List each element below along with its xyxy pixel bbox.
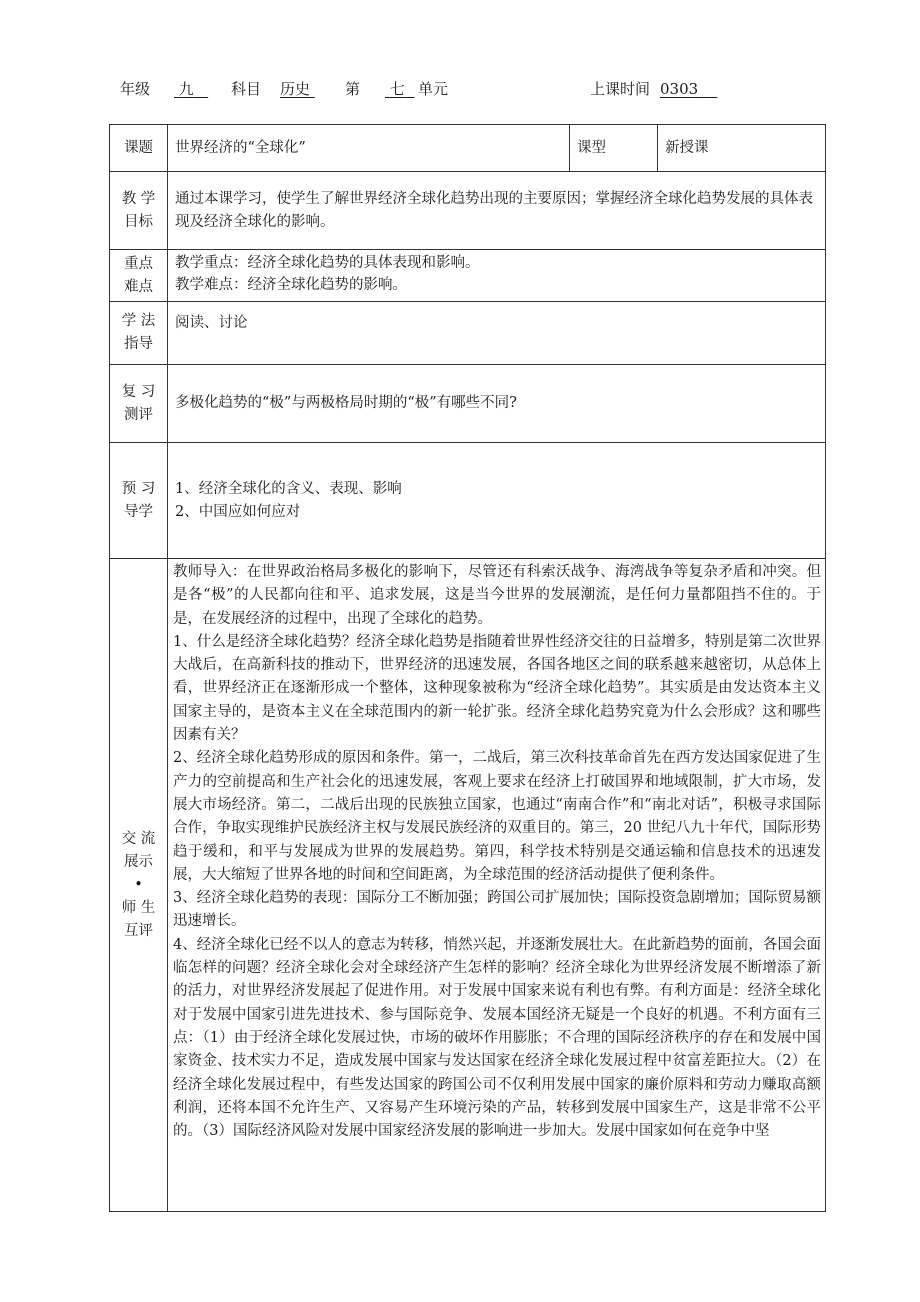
row-exchange: [110, 559, 826, 1212]
paragraph-intro: 教师导入：在世界政治格局多极化的影响下，尽管还有科索沃战争、海湾战争等复杂矛盾和冲突。但是各“极”的人民都向往和平、追求发展，这是当今世界的发展潮流，是任何力量都阻挡不住的。于是，在发展经济的过程中，出现了全球化的趋势。: [173, 564, 821, 627]
paragraph-manifestations: 3、经济全球化趋势的表现：国际分工不断加强；跨国公司扩展加快；国际投资急剧增加；国际贸易额迅速增长。: [173, 890, 821, 930]
topic-label: 课题: [110, 125, 168, 172]
paragraph-definition: 1、什么是经济全球化趋势？经济全球化趋势是指随着世界性经济交往的日益增多，特别是第二次世界大战后，在高新科技的推动下，世界经济的迅速发展，各国各地区之间的联系越来越密切，从总体上看，世界经济正在逐渐形成一个整体，这种现象被称为“经济全球化趋势”。其实质是由发达资本主义国家主导的，是资本主义在全球范围内的新一轮扩张。经济全球化趋势究竟为什么会形成？这和哪些因素有关？: [173, 633, 821, 744]
row-goal: [110, 172, 826, 250]
method-label: 学 法 指导: [110, 302, 168, 365]
grade-value: 九: [178, 80, 194, 98]
row-focus: [110, 250, 826, 302]
grade-label: 年级: [120, 80, 151, 98]
row-topic: [110, 125, 826, 172]
paragraph-causes: 2、经济全球化趋势形成的原因和条件。第一，二战后，第三次科技革命首先在西方发达国家促进了生产力的空前提高和生产社会化的迅速发展，客观上要求在经济上打破国界和地域限制，扩大市场，发展大市场经济。第二，二战后出现的民族独立国家，也通过“南南合作”和“南北对话”，积极寻求国际合作，争取实现维护民族经济主权与发展民族经济的双重目的。第三，20 世纪八九十年代，国际形势趋于缓和，和平与发展成为世界的发展趋势。第四，科学技术特别是交通运输和信息技术的迅速发展，大大缩短了世界各地的时间和空间距离，为全球范围的经济活动提供了便利条件。: [173, 750, 821, 883]
focus-text: 教学重点：经济全球化趋势的具体表现和影响。 教学难点：经济全球化趋势的影响。: [168, 250, 826, 302]
preview-text: 1、经济全球化的含义、表现、影响 2、中国应如何应对: [168, 443, 826, 559]
focus-label: 重点 难点: [110, 250, 168, 302]
paragraph-impacts: 4、经济全球化已经不以人的意志为转移，悄然兴起，并逐渐发展壮大。在此新趋势的面前，各国会面临怎样的问题？经济全球化会对全球经济产生怎样的影响？经济全球化为世界经济发展不断增添了新的活力，对世界经济发展起了促进作用。对于发展中国家来说有利也有弊。有利方面是：经济全球化对于发展中国家引进先进技术、参与国际竞争、发展本国经济无疑是一个良好的机遇。不利方面有三点：（1）由于经济全球化发展过快，市场的破坏作用膨胀；不合理的国际经济秩序的存在和发展中国家资金、技术实力不足，造成发展中国家与发达国家在经济全球化发展过程中贫富差距拉大。（2）在经济全球化发展过程中，有些发达国家的跨国公司不仅利用发展中国家的廉价原料和劳动力赚取高额利润，还将本国不允许生产、又容易产生环境污染的产品，转移到发展中国家生产，这是非常不公平的。（3）国际经济风险对发展中国家经济发展的影响进一步加大。发展中国家如何在竞争中坚: [173, 936, 821, 1140]
row-review: [110, 365, 826, 443]
subject-label: 科目: [231, 80, 262, 98]
row-preview: [110, 443, 826, 559]
review-label: 复 习 测评: [110, 365, 168, 443]
row-method: [110, 302, 826, 365]
unit-suffix: 单元: [418, 80, 449, 98]
lesson-plan-table: [109, 124, 826, 1212]
topic-value: 世界经济的“全球化”: [168, 125, 570, 172]
goal-label: 教 学 目标: [110, 172, 168, 250]
review-text: 多极化趋势的“极”与两极格局时期的“极”有哪些不同?: [168, 365, 826, 443]
unit-prefix: 第: [345, 80, 361, 98]
unit-value: 七: [389, 80, 405, 98]
class-time-label: 上课时间: [590, 80, 651, 98]
method-text: 阅读、讨论: [168, 302, 826, 365]
lesson-type-value: 新授课: [658, 125, 826, 172]
lesson-type-label: 课型: [570, 125, 658, 172]
goal-text: 通过本课学习，使学生了解世界经济全球化趋势出现的主要原因；掌握经济全球化趋势发展的具体表现及经济全球化的影响。: [168, 172, 826, 250]
exchange-content: [168, 559, 826, 1212]
class-time-value: 0303: [660, 80, 699, 98]
lesson-header: [120, 78, 830, 102]
preview-label: 预 习 导学: [110, 443, 168, 559]
exchange-label: 交 流 展示 • 师 生 互评: [110, 559, 168, 1212]
subject-value: 历史: [280, 80, 311, 98]
